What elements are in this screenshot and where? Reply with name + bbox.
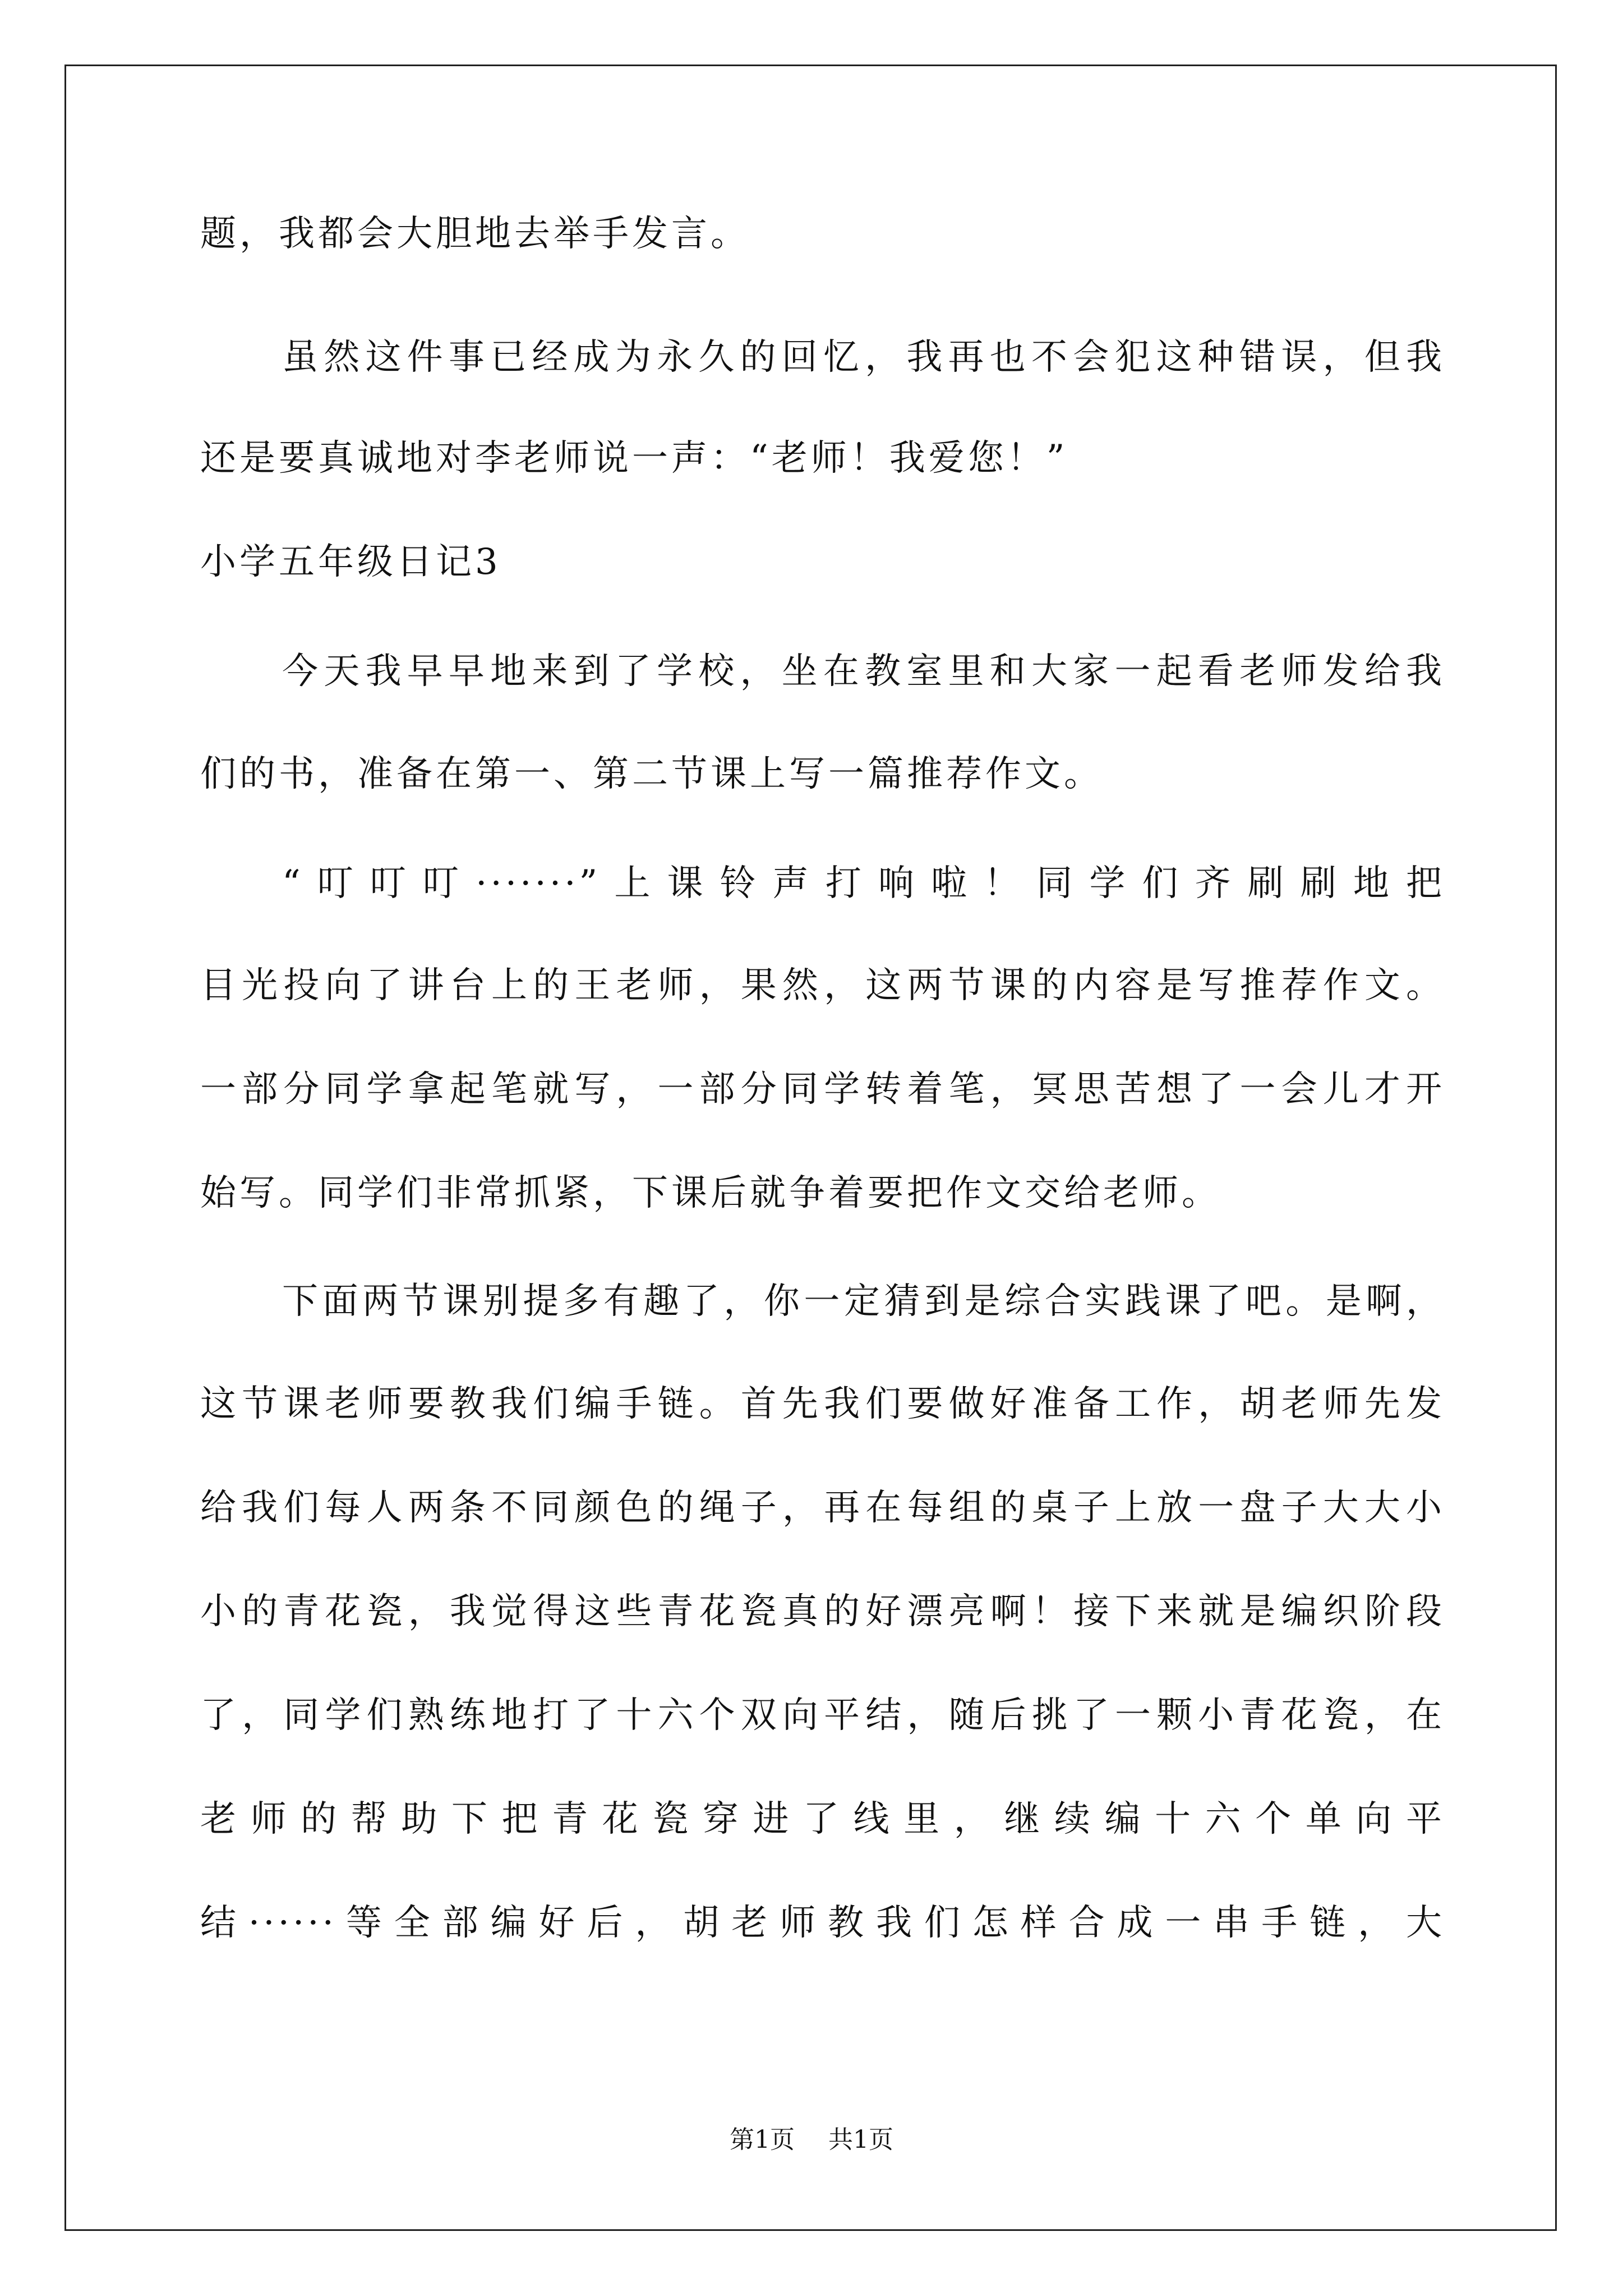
text-line: 题，我都会大胆地去举手发言。 xyxy=(200,213,750,255)
text-line: 老师的帮助下把青花瓷穿进了线里，继续编十六个单向平 xyxy=(200,1798,1445,1840)
paragraph-first-line: 下面两节课别提多有趣了，你一定猜到是综合实践课了吧。是啊， xyxy=(282,1281,1445,1322)
section-heading: 小学五年级日记3 xyxy=(200,541,501,583)
page-number-current: 第1页 xyxy=(730,2125,795,2154)
paragraph-first-line: 虽然这件事已经成为永久的回忆，我再也不会犯这种错误，但我 xyxy=(282,337,1445,378)
page-number-total: 共1页 xyxy=(828,2125,893,2154)
text-line: 给我们每人两条不同颜色的绳子，再在每组的桌子上放一盘子大大小 xyxy=(200,1487,1445,1529)
text-line: 结······等全部编好后，胡老师教我们怎样合成一串手链，大 xyxy=(200,1902,1445,1944)
paragraph-first-line: 今天我早早地来到了学校，坐在教室里和大家一起看老师发给我 xyxy=(282,651,1445,692)
text-line: 还是要真诚地对李老师说一声：“老师！我爱您！” xyxy=(200,438,1068,479)
text-line: 了，同学们熟练地打了十六个双向平结，随后挑了一颗小青花瓷，在 xyxy=(200,1695,1445,1736)
text-line: 一部分同学拿起笔就写，一部分同学转着笔，冥思苦想了一会儿才开 xyxy=(200,1069,1445,1110)
text-line: 始写。同学们非常抓紧，下课后就争着要把作文交给老师。 xyxy=(200,1172,1221,1214)
text-line: 这节课老师要教我们编手链。首先我们要做好准备工作，胡老师先发 xyxy=(200,1383,1445,1425)
text-line: 们的书，准备在第一、第二节课上写一篇推荐作文。 xyxy=(200,753,1103,795)
text-line: 目光投向了讲台上的王老师，果然，这两节课的内容是写推荐作文。 xyxy=(200,965,1445,1006)
paragraph-first-line: “叮叮叮·······”上课铃声打响啦！同学们齐刷刷地把 xyxy=(282,863,1445,904)
text-line: 小的青花瓷，我觉得这些青花瓷真的好漂亮啊！接下来就是编织阶段 xyxy=(200,1591,1445,1632)
page-footer xyxy=(0,2123,1623,2157)
